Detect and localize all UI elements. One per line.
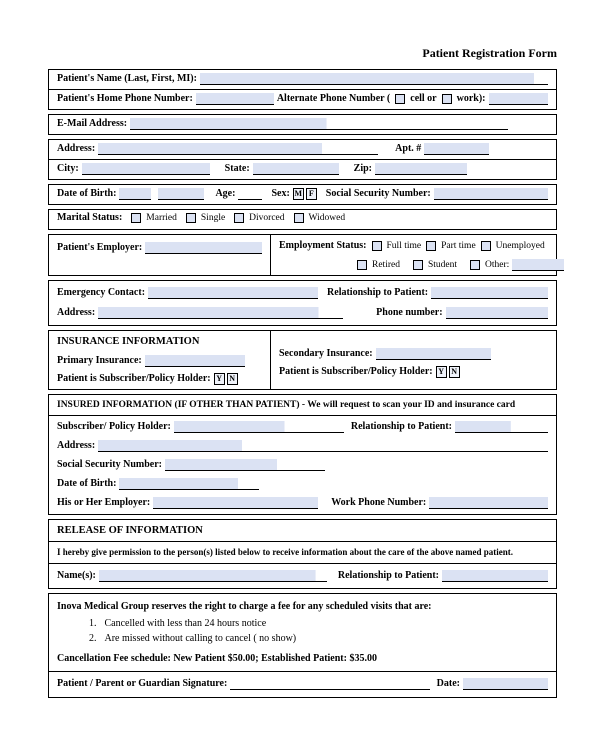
divorced-label: Divorced [249, 213, 285, 223]
notice-item-2 [49, 632, 556, 647]
parttime-label: Part time [441, 241, 476, 251]
signature-row [49, 671, 556, 697]
emergency-address-row [49, 304, 556, 325]
parttime-checkbox[interactable] [426, 241, 436, 251]
insured-section [48, 394, 557, 515]
release-header: RELEASE OF INFORMATION [57, 525, 203, 536]
release-section [48, 519, 557, 589]
state-label: State: [224, 163, 250, 174]
employer-input[interactable] [145, 241, 262, 254]
student-checkbox[interactable] [413, 260, 423, 270]
fee-row [49, 647, 556, 671]
insurance-section [48, 330, 557, 390]
single-checkbox[interactable] [186, 213, 196, 223]
sex-label: Sex: [271, 188, 290, 199]
marital-label: Marital Status: [57, 212, 123, 223]
employment-status-column [271, 235, 572, 275]
notice-item-2-number: 2. [89, 633, 97, 644]
employment-row-1 [271, 235, 572, 256]
insured-holder-row [49, 416, 556, 437]
release-names-label: Name(s): [57, 570, 96, 581]
release-text: I hereby give permission to the person(s) listed below to receive information about the care of the above named patient. [57, 547, 513, 557]
date-label: Date: [436, 678, 460, 689]
signature-label: Patient / Parent or Guardian Signature: [57, 678, 228, 689]
employment-status-label: Employment Status: [279, 240, 367, 251]
secondary-subscriber-label: Patient is Subscriber/Policy Holder: [279, 366, 433, 377]
notice-item-1-number: 1. [89, 618, 97, 629]
email-section [48, 114, 557, 135]
insured-ssn-input[interactable] [165, 458, 325, 471]
address-input[interactable] [98, 142, 378, 155]
notice-item-1-text: Cancelled with less than 24 hours notice [104, 618, 267, 629]
insured-ssn-row [49, 456, 556, 475]
address-label: Address: [57, 143, 96, 154]
primary-subscriber-row [49, 371, 270, 389]
sex-female-box[interactable]: F [306, 188, 317, 200]
primary-subscriber-no-box[interactable]: N [227, 373, 238, 385]
zip-label: Zip: [353, 163, 373, 174]
secondary-insurance-label: Secondary Insurance: [279, 348, 373, 359]
release-header-row [49, 520, 556, 542]
primary-subscriber-yes-box[interactable]: Y [214, 373, 225, 385]
employer-row [49, 235, 270, 258]
city-label: City: [57, 163, 79, 174]
home-phone-input[interactable] [196, 92, 274, 105]
cell-label: cell or [410, 93, 437, 104]
married-checkbox[interactable] [131, 213, 141, 223]
student-label: Student [427, 260, 457, 270]
patient-name-input[interactable] [200, 72, 548, 85]
married-label: Married [146, 213, 177, 223]
other-checkbox[interactable] [470, 260, 480, 270]
patient-name-row [49, 70, 556, 89]
insured-address-row [49, 437, 556, 456]
work-checkbox[interactable] [442, 94, 452, 104]
age-label: Age: [215, 188, 236, 199]
release-text-row [49, 542, 556, 564]
single-label: Single [200, 213, 226, 223]
employment-section [48, 234, 557, 276]
address-row [49, 140, 556, 159]
work-phone-input[interactable] [429, 496, 548, 509]
emergency-relationship-input[interactable] [431, 286, 548, 299]
release-names-row [49, 564, 556, 588]
alt-phone-input[interactable] [489, 92, 548, 105]
email-input[interactable] [130, 117, 508, 130]
insurance-header-row [49, 331, 270, 352]
notice-section [48, 593, 557, 698]
secondary-subscriber-yes-box[interactable]: Y [436, 366, 447, 378]
secondary-subscriber-row [271, 364, 556, 382]
insured-dob-row [49, 475, 556, 494]
work-label: work): [456, 93, 486, 104]
dob-label: Date of Birth: [57, 188, 117, 199]
emergency-section [48, 280, 557, 326]
zip-input[interactable] [375, 162, 467, 175]
signature-input[interactable] [230, 677, 429, 690]
notice-item-1 [49, 617, 556, 632]
employer-label: Patient's Employer: [57, 242, 143, 253]
alt-phone-label: Alternate Phone Number ( [276, 93, 391, 104]
insurance-header: INSURANCE INFORMATION [57, 336, 200, 347]
insured-ssn-label: Social Security Number: [57, 459, 162, 470]
emergency-address-input[interactable] [98, 306, 343, 319]
notice-intro-text: Inova Medical Group reserves the right to charge a fee for any scheduled visits that are: [57, 601, 432, 612]
dob-month-input[interactable] [119, 187, 151, 200]
secondary-insurance-input[interactable] [376, 347, 491, 360]
email-row [49, 115, 556, 134]
secondary-insurance-column [271, 331, 556, 389]
insured-holder-input[interactable] [174, 420, 344, 433]
other-input[interactable] [512, 258, 564, 271]
date-input[interactable] [463, 677, 548, 690]
emergency-row [49, 281, 556, 304]
apt-label: Apt. # [395, 143, 422, 154]
other-label: Other: [485, 260, 510, 270]
primary-insurance-column [49, 331, 271, 389]
divorced-checkbox[interactable] [234, 213, 244, 223]
widowed-checkbox[interactable] [294, 213, 304, 223]
insured-relationship-label: Relationship to Patient: [350, 421, 452, 432]
emergency-relationship-label: Relationship to Patient: [327, 287, 429, 298]
address-section [48, 139, 557, 180]
dob-row [49, 185, 556, 204]
insured-address-input[interactable] [98, 439, 548, 452]
sex-male-box[interactable]: M [294, 189, 303, 198]
phone-row [49, 89, 556, 109]
work-phone-label: Work Phone Number: [331, 497, 427, 508]
insured-header-row [49, 395, 556, 416]
widowed-label: Widowed [308, 213, 346, 223]
release-names-input[interactable] [99, 569, 327, 582]
page-title: Patient Registration Form [422, 46, 557, 60]
fulltime-label: Full time [386, 241, 422, 251]
insured-relationship-input[interactable] [455, 420, 548, 433]
release-relationship-label: Relationship to Patient: [337, 570, 439, 581]
employment-row-2 [271, 256, 572, 275]
primary-insurance-row [49, 352, 270, 371]
fulltime-checkbox[interactable] [372, 241, 382, 251]
patient-identity-section [48, 69, 557, 110]
insured-dob-input[interactable] [119, 477, 259, 490]
emergency-label: Emergency Contact: [57, 287, 146, 298]
insured-employer-label: His or Her Employer: [57, 497, 151, 508]
release-relationship-input[interactable] [442, 569, 548, 582]
primary-subscriber-label: Patient is Subscriber/Policy Holder: [57, 373, 211, 384]
emergency-name-input[interactable] [148, 286, 318, 299]
state-input[interactable] [253, 162, 339, 175]
dob-section [48, 184, 557, 205]
city-input[interactable] [82, 162, 210, 175]
marital-section [48, 209, 557, 230]
ssn-label: Social Security Number: [325, 188, 431, 199]
insured-holder-label: Subscriber/ Policy Holder: [57, 421, 171, 432]
insured-dob-label: Date of Birth: [57, 478, 117, 489]
emergency-phone-input[interactable] [446, 306, 548, 319]
ssn-input[interactable] [434, 187, 548, 200]
patient-name-label: Patient's Name (Last, First, MI): [57, 73, 197, 84]
insured-employer-input[interactable] [153, 496, 318, 509]
notice-item-2-text: Are missed without calling to cancel ( no show) [104, 633, 297, 644]
age-input[interactable] [238, 187, 262, 200]
fee-text: Cancellation Fee schedule: New Patient $50.00; Established Patient: $35.00 [57, 653, 377, 664]
retired-checkbox[interactable] [357, 260, 367, 270]
cell-checkbox[interactable] [395, 94, 405, 104]
email-label: E-Mail Address: [57, 118, 128, 129]
insured-header: INSURED INFORMATION (IF OTHER THAN PATIENT) - We will request to scan your ID and insurance card [57, 400, 516, 410]
notice-intro-row [49, 594, 556, 617]
primary-insurance-input[interactable] [145, 354, 245, 367]
home-phone-label: Patient's Home Phone Number: [57, 93, 193, 104]
primary-insurance-label: Primary Insurance: [57, 355, 142, 366]
employer-column [49, 235, 271, 275]
secondary-insurance-row [271, 345, 556, 364]
unemployed-label: Unemployed [495, 241, 545, 251]
secondary-subscriber-no-box[interactable]: N [449, 366, 460, 378]
insured-address-label: Address: [57, 440, 96, 451]
insured-employer-row [49, 494, 556, 514]
emergency-address-label: Address: [57, 307, 96, 318]
marital-row [49, 210, 556, 229]
city-state-zip-row [49, 159, 556, 179]
apt-input[interactable] [424, 142, 489, 155]
unemployed-checkbox[interactable] [481, 241, 491, 251]
dob-year-input[interactable] [158, 187, 204, 200]
emergency-phone-label: Phone number: [376, 307, 443, 318]
retired-label: Retired [372, 260, 400, 270]
